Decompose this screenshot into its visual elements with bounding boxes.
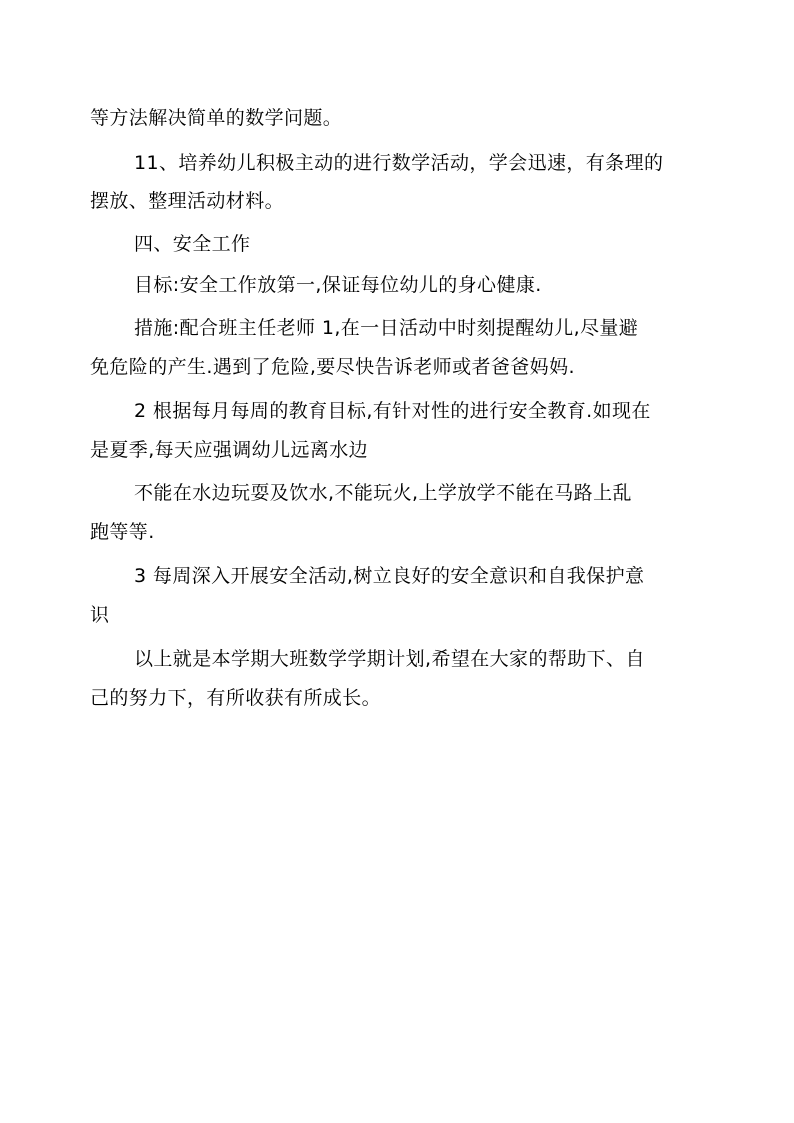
paragraph-line-13: 识 <box>90 604 110 626</box>
section-heading: 四、安全工作 <box>134 233 251 255</box>
paragraph-line-12: 3 每周深入开展安全活动,树立良好的安全意识和自我保护意 <box>134 565 645 587</box>
paragraph-line-2: 11、培养幼儿积极主动的进行数学活动，学会迅速，有条理的 <box>134 152 664 174</box>
paragraph-line-1: 等方法解决简单的数学问题。 <box>90 107 343 129</box>
paragraph-line-11: 跑等等. <box>90 521 155 543</box>
paragraph-line-7: 免危险的产生.遇到了危险,要尽快告诉老师或者爸爸妈妈. <box>90 356 575 378</box>
paragraph-line-10: 不能在水边玩耍及饮水,不能玩火,上学放学不能在马路上乱 <box>134 482 632 504</box>
paragraph-line-15: 己的努力下，有所收获有所成长。 <box>90 687 382 709</box>
paragraph-line-3: 摆放、整理活动材料。 <box>90 190 285 212</box>
paragraph-line-8: 2 根据每月每周的教育目标,有针对性的进行安全教育.如现在 <box>134 400 651 422</box>
paragraph-line-14: 以上就是本学期大班数学学期计划,希望在大家的帮助下、自 <box>134 648 645 670</box>
paragraph-line-5: 目标:安全工作放第一,保证每位幼儿的身心健康. <box>134 274 542 296</box>
paragraph-line-9: 是夏季,每天应强调幼儿远离水边 <box>90 439 369 461</box>
paragraph-line-6: 措施:配合班主任老师 1,在一日活动中时刻提醒幼儿,尽量避 <box>134 317 639 339</box>
